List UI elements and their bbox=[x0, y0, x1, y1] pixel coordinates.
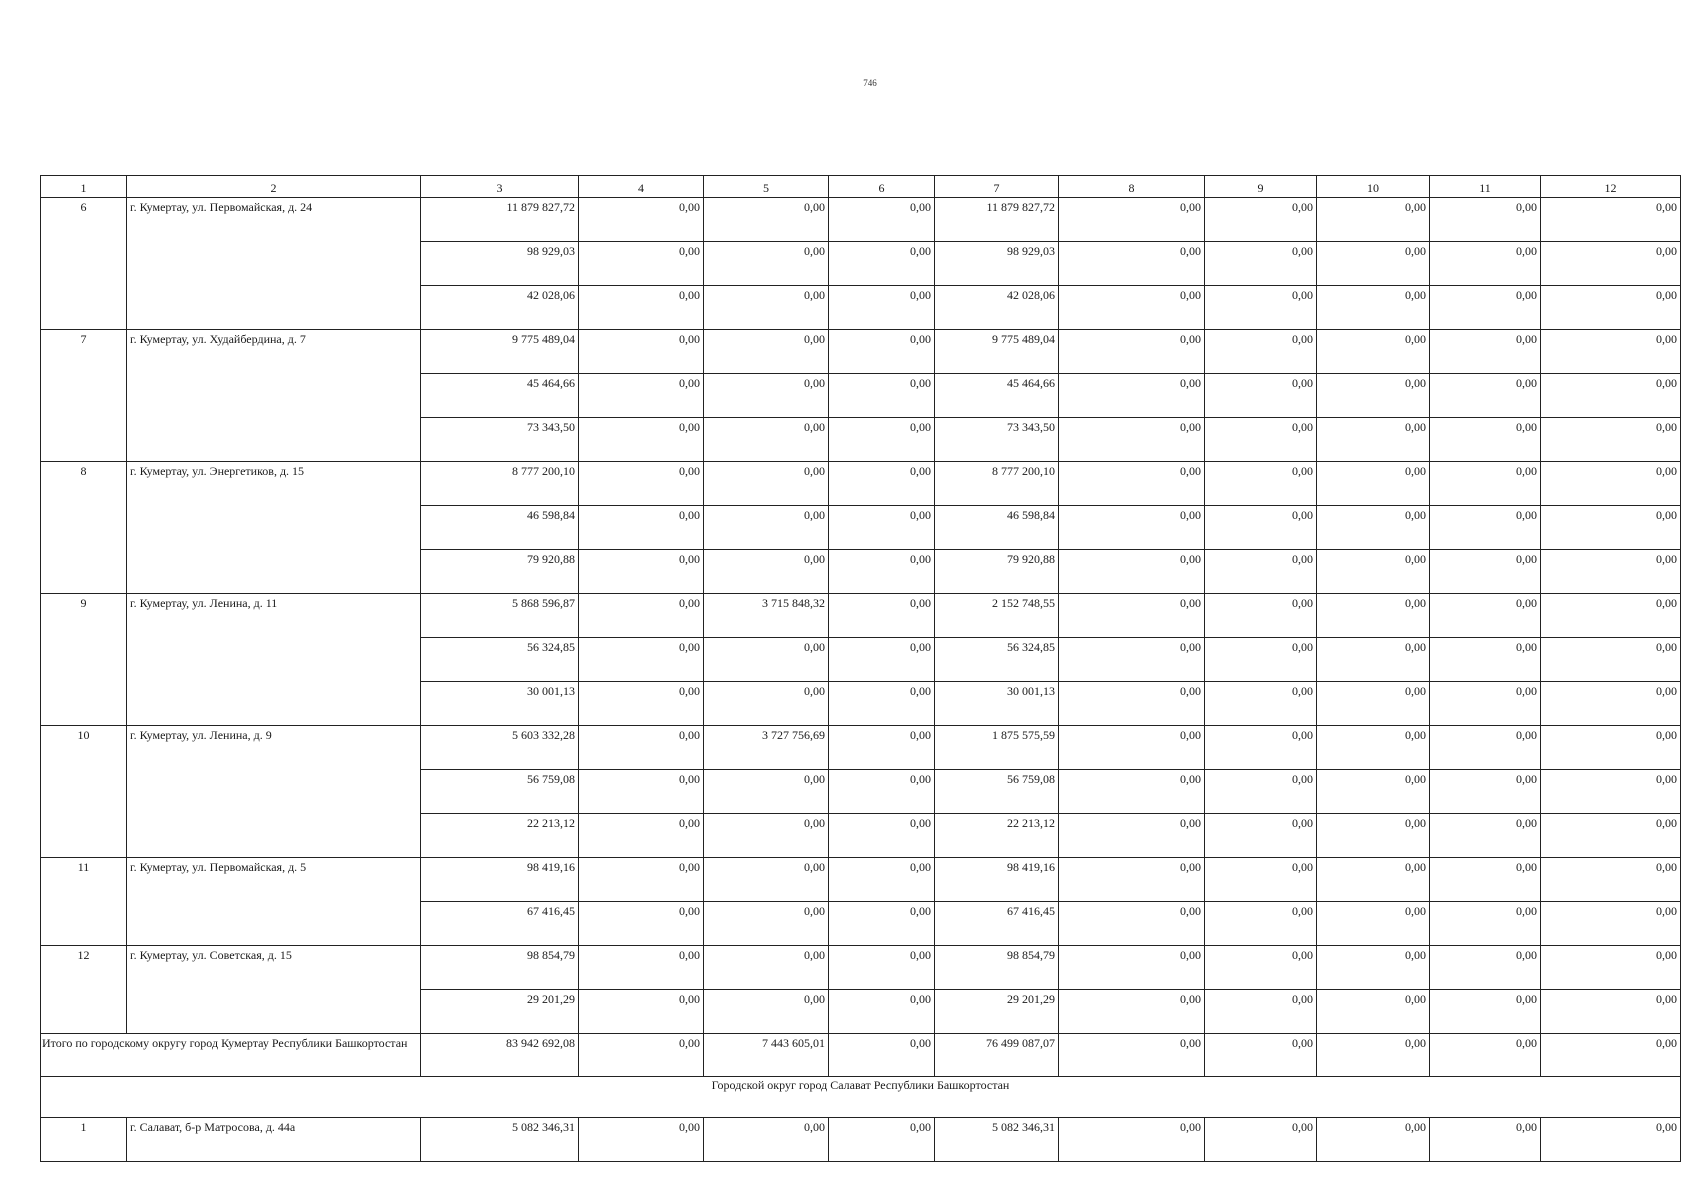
amount-cell: 42 028,06 bbox=[935, 286, 1059, 330]
amount-cell: 0,00 bbox=[1430, 242, 1541, 286]
amount-cell: 0,00 bbox=[1059, 462, 1205, 506]
row-number-cell: 1 bbox=[41, 1118, 127, 1162]
address-cell: г. Кумертау, ул. Ленина, д. 9 bbox=[127, 726, 421, 858]
amount-cell: 0,00 bbox=[1205, 726, 1317, 770]
amount-cell: 0,00 bbox=[1205, 506, 1317, 550]
amount-cell: 0,00 bbox=[1205, 198, 1317, 242]
amount-cell: 0,00 bbox=[829, 638, 935, 682]
amount-cell: 22 213,12 bbox=[935, 814, 1059, 858]
row-number-cell: 9 bbox=[41, 594, 127, 726]
amount-cell: 0,00 bbox=[1059, 638, 1205, 682]
row-number-cell: 7 bbox=[41, 330, 127, 462]
amount-cell: 0,00 bbox=[1317, 330, 1430, 374]
amount-cell: 0,00 bbox=[1205, 990, 1317, 1034]
table-body bbox=[41, 176, 1681, 1162]
amount-cell: 0,00 bbox=[1541, 594, 1681, 638]
amount-cell: 0,00 bbox=[1317, 770, 1430, 814]
amount-cell: 0,00 bbox=[579, 330, 704, 374]
amount-cell: 0,00 bbox=[829, 506, 935, 550]
amount-cell: 0,00 bbox=[579, 594, 704, 638]
amount-cell: 0,00 bbox=[1317, 946, 1430, 990]
amount-cell: 0,00 bbox=[1059, 198, 1205, 242]
amount-cell: 0,00 bbox=[579, 242, 704, 286]
amount-cell: 0,00 bbox=[1541, 374, 1681, 418]
amount-cell: 98 854,79 bbox=[421, 946, 579, 990]
amount-cell: 0,00 bbox=[1205, 770, 1317, 814]
amount-cell: 0,00 bbox=[1541, 286, 1681, 330]
row-number-cell: 11 bbox=[41, 858, 127, 946]
amount-cell: 0,00 bbox=[1541, 858, 1681, 902]
table-row bbox=[41, 462, 1681, 506]
header-cell: 3 bbox=[421, 176, 579, 198]
amount-cell: 30 001,13 bbox=[935, 682, 1059, 726]
amount-cell: 5 603 332,28 bbox=[421, 726, 579, 770]
amount-cell: 0,00 bbox=[1541, 770, 1681, 814]
amount-cell: 0,00 bbox=[1205, 638, 1317, 682]
amount-cell: 0,00 bbox=[1317, 550, 1430, 594]
amount-cell: 0,00 bbox=[1541, 418, 1681, 462]
amount-cell: 3 727 756,69 bbox=[704, 726, 829, 770]
amount-cell: 0,00 bbox=[829, 902, 935, 946]
amount-cell: 0,00 bbox=[1059, 594, 1205, 638]
amount-cell: 0,00 bbox=[829, 726, 935, 770]
amount-cell: 42 028,06 bbox=[421, 286, 579, 330]
amount-cell: 0,00 bbox=[579, 462, 704, 506]
header-cell: 6 bbox=[829, 176, 935, 198]
amount-cell: 0,00 bbox=[1541, 330, 1681, 374]
amount-cell: 98 419,16 bbox=[421, 858, 579, 902]
amount-cell: 0,00 bbox=[704, 638, 829, 682]
amount-cell: 46 598,84 bbox=[935, 506, 1059, 550]
amount-cell: 0,00 bbox=[579, 726, 704, 770]
header-cell: 2 bbox=[127, 176, 421, 198]
total-amount-cell: 83 942 692,08 bbox=[421, 1034, 579, 1077]
amount-cell: 0,00 bbox=[829, 462, 935, 506]
amount-cell: 0,00 bbox=[1205, 418, 1317, 462]
amount-cell: 67 416,45 bbox=[935, 902, 1059, 946]
total-amount-cell: 0,00 bbox=[1430, 1034, 1541, 1077]
amount-cell: 0,00 bbox=[1317, 858, 1430, 902]
amount-cell: 0,00 bbox=[1059, 770, 1205, 814]
column-number-header-row bbox=[41, 176, 1681, 198]
total-amount-cell: 0,00 bbox=[1317, 1034, 1430, 1077]
page-number: 746 bbox=[863, 78, 877, 88]
amount-cell: 0,00 bbox=[1205, 946, 1317, 990]
amount-cell: 0,00 bbox=[1541, 550, 1681, 594]
address-cell: г. Салават, б-р Матросова, д. 44а bbox=[127, 1118, 421, 1162]
amount-cell: 0,00 bbox=[1059, 682, 1205, 726]
amount-cell: 0,00 bbox=[1317, 198, 1430, 242]
register-table bbox=[40, 175, 1681, 1162]
amount-cell: 11 879 827,72 bbox=[935, 198, 1059, 242]
amount-cell: 0,00 bbox=[1430, 902, 1541, 946]
amount-cell: 5 868 596,87 bbox=[421, 594, 579, 638]
amount-cell: 0,00 bbox=[1541, 814, 1681, 858]
table-row bbox=[41, 594, 1681, 638]
amount-cell: 0,00 bbox=[1317, 506, 1430, 550]
header-cell: 4 bbox=[579, 176, 704, 198]
amount-cell: 0,00 bbox=[1205, 550, 1317, 594]
total-amount-cell: 76 499 087,07 bbox=[935, 1034, 1059, 1077]
amount-cell: 0,00 bbox=[1430, 462, 1541, 506]
amount-cell: 0,00 bbox=[1205, 1118, 1317, 1162]
amount-cell: 67 416,45 bbox=[421, 902, 579, 946]
amount-cell: 0,00 bbox=[1205, 682, 1317, 726]
amount-cell: 0,00 bbox=[1205, 374, 1317, 418]
amount-cell: 0,00 bbox=[1317, 990, 1430, 1034]
amount-cell: 0,00 bbox=[1430, 814, 1541, 858]
amount-cell: 0,00 bbox=[1205, 594, 1317, 638]
amount-cell: 0,00 bbox=[704, 814, 829, 858]
amount-cell: 0,00 bbox=[1430, 726, 1541, 770]
amount-cell: 0,00 bbox=[704, 506, 829, 550]
amount-cell: 0,00 bbox=[829, 990, 935, 1034]
amount-cell: 0,00 bbox=[579, 902, 704, 946]
amount-cell: 0,00 bbox=[579, 814, 704, 858]
total-label: Итого по городскому округу город Кумертау Республики Башкортостан bbox=[41, 1034, 421, 1077]
amount-cell: 0,00 bbox=[579, 990, 704, 1034]
header-cell: 8 bbox=[1059, 176, 1205, 198]
amount-cell: 0,00 bbox=[704, 198, 829, 242]
total-amount-cell: 0,00 bbox=[829, 1034, 935, 1077]
amount-cell: 56 324,85 bbox=[935, 638, 1059, 682]
row-number-cell: 10 bbox=[41, 726, 127, 858]
header-cell: 12 bbox=[1541, 176, 1681, 198]
row-number-cell: 12 bbox=[41, 946, 127, 1034]
amount-cell: 0,00 bbox=[579, 418, 704, 462]
amount-cell: 0,00 bbox=[579, 858, 704, 902]
amount-cell: 0,00 bbox=[1317, 594, 1430, 638]
amount-cell: 0,00 bbox=[1059, 726, 1205, 770]
row-number-cell: 8 bbox=[41, 462, 127, 594]
amount-cell: 56 759,08 bbox=[935, 770, 1059, 814]
amount-cell: 0,00 bbox=[1541, 462, 1681, 506]
amount-cell: 29 201,29 bbox=[935, 990, 1059, 1034]
amount-cell: 0,00 bbox=[704, 902, 829, 946]
amount-cell: 98 929,03 bbox=[935, 242, 1059, 286]
amount-cell: 0,00 bbox=[1430, 1118, 1541, 1162]
amount-cell: 0,00 bbox=[1317, 682, 1430, 726]
address-cell: г. Кумертау, ул. Советская, д. 15 bbox=[127, 946, 421, 1034]
table-row bbox=[41, 330, 1681, 374]
amount-cell: 0,00 bbox=[1430, 286, 1541, 330]
amount-cell: 0,00 bbox=[704, 770, 829, 814]
amount-cell: 0,00 bbox=[1317, 418, 1430, 462]
amount-cell: 2 152 748,55 bbox=[935, 594, 1059, 638]
amount-cell: 0,00 bbox=[579, 374, 704, 418]
amount-cell: 0,00 bbox=[1059, 990, 1205, 1034]
amount-cell: 0,00 bbox=[1205, 462, 1317, 506]
amount-cell: 0,00 bbox=[1541, 946, 1681, 990]
header-cell: 10 bbox=[1317, 176, 1430, 198]
total-amount-cell: 0,00 bbox=[1205, 1034, 1317, 1077]
amount-cell: 98 854,79 bbox=[935, 946, 1059, 990]
header-cell: 11 bbox=[1430, 176, 1541, 198]
amount-cell: 46 598,84 bbox=[421, 506, 579, 550]
total-amount-cell: 7 443 605,01 bbox=[704, 1034, 829, 1077]
amount-cell: 56 759,08 bbox=[421, 770, 579, 814]
amount-cell: 0,00 bbox=[579, 506, 704, 550]
amount-cell: 0,00 bbox=[1541, 1118, 1681, 1162]
amount-cell: 0,00 bbox=[704, 946, 829, 990]
address-cell: г. Кумертау, ул. Худайбердина, д. 7 bbox=[127, 330, 421, 462]
amount-cell: 0,00 bbox=[704, 330, 829, 374]
amount-cell: 0,00 bbox=[1059, 242, 1205, 286]
amount-cell: 0,00 bbox=[1317, 814, 1430, 858]
amount-cell: 0,00 bbox=[1541, 638, 1681, 682]
header-cell: 7 bbox=[935, 176, 1059, 198]
amount-cell: 0,00 bbox=[1430, 374, 1541, 418]
amount-cell: 0,00 bbox=[829, 858, 935, 902]
amount-cell: 0,00 bbox=[829, 1118, 935, 1162]
amount-cell: 0,00 bbox=[1059, 814, 1205, 858]
row-number-cell: 6 bbox=[41, 198, 127, 330]
amount-cell: 0,00 bbox=[1430, 990, 1541, 1034]
amount-cell: 0,00 bbox=[579, 946, 704, 990]
amount-cell: 3 715 848,32 bbox=[704, 594, 829, 638]
amount-cell: 11 879 827,72 bbox=[421, 198, 579, 242]
amount-cell: 0,00 bbox=[1317, 286, 1430, 330]
amount-cell: 0,00 bbox=[1317, 638, 1430, 682]
amount-cell: 0,00 bbox=[1430, 858, 1541, 902]
address-cell: г. Кумертау, ул. Ленина, д. 11 bbox=[127, 594, 421, 726]
amount-cell: 73 343,50 bbox=[935, 418, 1059, 462]
amount-cell: 0,00 bbox=[1430, 506, 1541, 550]
amount-cell: 0,00 bbox=[1430, 550, 1541, 594]
amount-cell: 0,00 bbox=[829, 418, 935, 462]
amount-cell: 30 001,13 bbox=[421, 682, 579, 726]
address-cell: г. Кумертау, ул. Первомайская, д. 5 bbox=[127, 858, 421, 946]
amount-cell: 0,00 bbox=[1541, 726, 1681, 770]
table-row bbox=[41, 198, 1681, 242]
amount-cell: 0,00 bbox=[579, 286, 704, 330]
amount-cell: 0,00 bbox=[1205, 286, 1317, 330]
amount-cell: 0,00 bbox=[829, 814, 935, 858]
amount-cell: 0,00 bbox=[1059, 330, 1205, 374]
amount-cell: 0,00 bbox=[1430, 770, 1541, 814]
amount-cell: 0,00 bbox=[579, 198, 704, 242]
amount-cell: 29 201,29 bbox=[421, 990, 579, 1034]
amount-cell: 0,00 bbox=[1205, 242, 1317, 286]
amount-cell: 0,00 bbox=[704, 858, 829, 902]
amount-cell: 0,00 bbox=[1059, 506, 1205, 550]
amount-cell: 0,00 bbox=[1430, 330, 1541, 374]
amount-cell: 0,00 bbox=[1430, 418, 1541, 462]
amount-cell: 45 464,66 bbox=[421, 374, 579, 418]
amount-cell: 79 920,88 bbox=[421, 550, 579, 594]
amount-cell: 0,00 bbox=[1317, 462, 1430, 506]
amount-cell: 9 775 489,04 bbox=[935, 330, 1059, 374]
amount-cell: 0,00 bbox=[1205, 858, 1317, 902]
amount-cell: 0,00 bbox=[1430, 946, 1541, 990]
amount-cell: 0,00 bbox=[1059, 418, 1205, 462]
amount-cell: 0,00 bbox=[1205, 814, 1317, 858]
amount-cell: 9 775 489,04 bbox=[421, 330, 579, 374]
amount-cell: 0,00 bbox=[1430, 682, 1541, 726]
amount-cell: 98 419,16 bbox=[935, 858, 1059, 902]
amount-cell: 0,00 bbox=[829, 242, 935, 286]
amount-cell: 56 324,85 bbox=[421, 638, 579, 682]
amount-cell: 79 920,88 bbox=[935, 550, 1059, 594]
amount-cell: 0,00 bbox=[704, 286, 829, 330]
table-row bbox=[41, 946, 1681, 990]
amount-cell: 0,00 bbox=[579, 770, 704, 814]
amount-cell: 0,00 bbox=[1059, 902, 1205, 946]
amount-cell: 0,00 bbox=[1541, 682, 1681, 726]
amount-cell: 0,00 bbox=[1059, 550, 1205, 594]
total-amount-cell: 0,00 bbox=[1541, 1034, 1681, 1077]
amount-cell: 5 082 346,31 bbox=[935, 1118, 1059, 1162]
amount-cell: 0,00 bbox=[1205, 902, 1317, 946]
header-cell: 9 bbox=[1205, 176, 1317, 198]
total-amount-cell: 0,00 bbox=[579, 1034, 704, 1077]
amount-cell: 0,00 bbox=[1059, 1118, 1205, 1162]
amount-cell: 0,00 bbox=[1430, 638, 1541, 682]
amount-cell: 0,00 bbox=[829, 770, 935, 814]
amount-cell: 0,00 bbox=[829, 682, 935, 726]
amount-cell: 0,00 bbox=[1317, 902, 1430, 946]
amount-cell: 5 082 346,31 bbox=[421, 1118, 579, 1162]
table-row bbox=[41, 726, 1681, 770]
amount-cell: 0,00 bbox=[579, 682, 704, 726]
amount-cell: 0,00 bbox=[704, 990, 829, 1034]
amount-cell: 0,00 bbox=[1059, 858, 1205, 902]
amount-cell: 8 777 200,10 bbox=[421, 462, 579, 506]
amount-cell: 0,00 bbox=[829, 374, 935, 418]
address-cell: г. Кумертау, ул. Первомайская, д. 24 bbox=[127, 198, 421, 330]
header-cell: 1 bbox=[41, 176, 127, 198]
table-row bbox=[41, 858, 1681, 902]
amount-cell: 0,00 bbox=[704, 462, 829, 506]
amount-cell: 0,00 bbox=[829, 330, 935, 374]
amount-cell: 0,00 bbox=[1430, 198, 1541, 242]
amount-cell: 0,00 bbox=[704, 1118, 829, 1162]
amount-cell: 0,00 bbox=[704, 418, 829, 462]
amount-cell: 0,00 bbox=[1541, 990, 1681, 1034]
amount-cell: 0,00 bbox=[829, 198, 935, 242]
amount-cell: 0,00 bbox=[829, 594, 935, 638]
amount-cell: 0,00 bbox=[1059, 946, 1205, 990]
table-row bbox=[41, 1118, 1681, 1162]
amount-cell: 0,00 bbox=[1205, 330, 1317, 374]
amount-cell: 0,00 bbox=[1541, 242, 1681, 286]
header-cell: 5 bbox=[704, 176, 829, 198]
amount-cell: 0,00 bbox=[1430, 594, 1541, 638]
amount-cell: 45 464,66 bbox=[935, 374, 1059, 418]
amount-cell: 0,00 bbox=[1317, 1118, 1430, 1162]
amount-cell: 0,00 bbox=[704, 242, 829, 286]
amount-cell: 0,00 bbox=[704, 682, 829, 726]
amount-cell: 0,00 bbox=[579, 550, 704, 594]
amount-cell: 0,00 bbox=[704, 374, 829, 418]
amount-cell: 0,00 bbox=[829, 286, 935, 330]
total-amount-cell: 0,00 bbox=[1059, 1034, 1205, 1077]
amount-cell: 0,00 bbox=[579, 1118, 704, 1162]
amount-cell: 0,00 bbox=[1317, 242, 1430, 286]
section-heading-row bbox=[41, 1077, 1681, 1118]
amount-cell: 0,00 bbox=[1059, 286, 1205, 330]
amount-cell: 22 213,12 bbox=[421, 814, 579, 858]
amount-cell: 0,00 bbox=[829, 550, 935, 594]
amount-cell: 1 875 575,59 bbox=[935, 726, 1059, 770]
amount-cell: 0,00 bbox=[1317, 726, 1430, 770]
amount-cell: 8 777 200,10 bbox=[935, 462, 1059, 506]
amount-cell: 0,00 bbox=[829, 946, 935, 990]
amount-cell: 0,00 bbox=[1059, 374, 1205, 418]
amount-cell: 0,00 bbox=[1541, 902, 1681, 946]
address-cell: г. Кумертау, ул. Энергетиков, д. 15 bbox=[127, 462, 421, 594]
amount-cell: 98 929,03 bbox=[421, 242, 579, 286]
amount-cell: 0,00 bbox=[1541, 198, 1681, 242]
total-row bbox=[41, 1034, 1681, 1077]
amount-cell: 0,00 bbox=[1541, 506, 1681, 550]
section-title: Городской округ город Салават Республики Башкортостан bbox=[41, 1077, 1681, 1118]
amount-cell: 73 343,50 bbox=[421, 418, 579, 462]
amount-cell: 0,00 bbox=[704, 550, 829, 594]
amount-cell: 0,00 bbox=[1317, 374, 1430, 418]
amount-cell: 0,00 bbox=[579, 638, 704, 682]
